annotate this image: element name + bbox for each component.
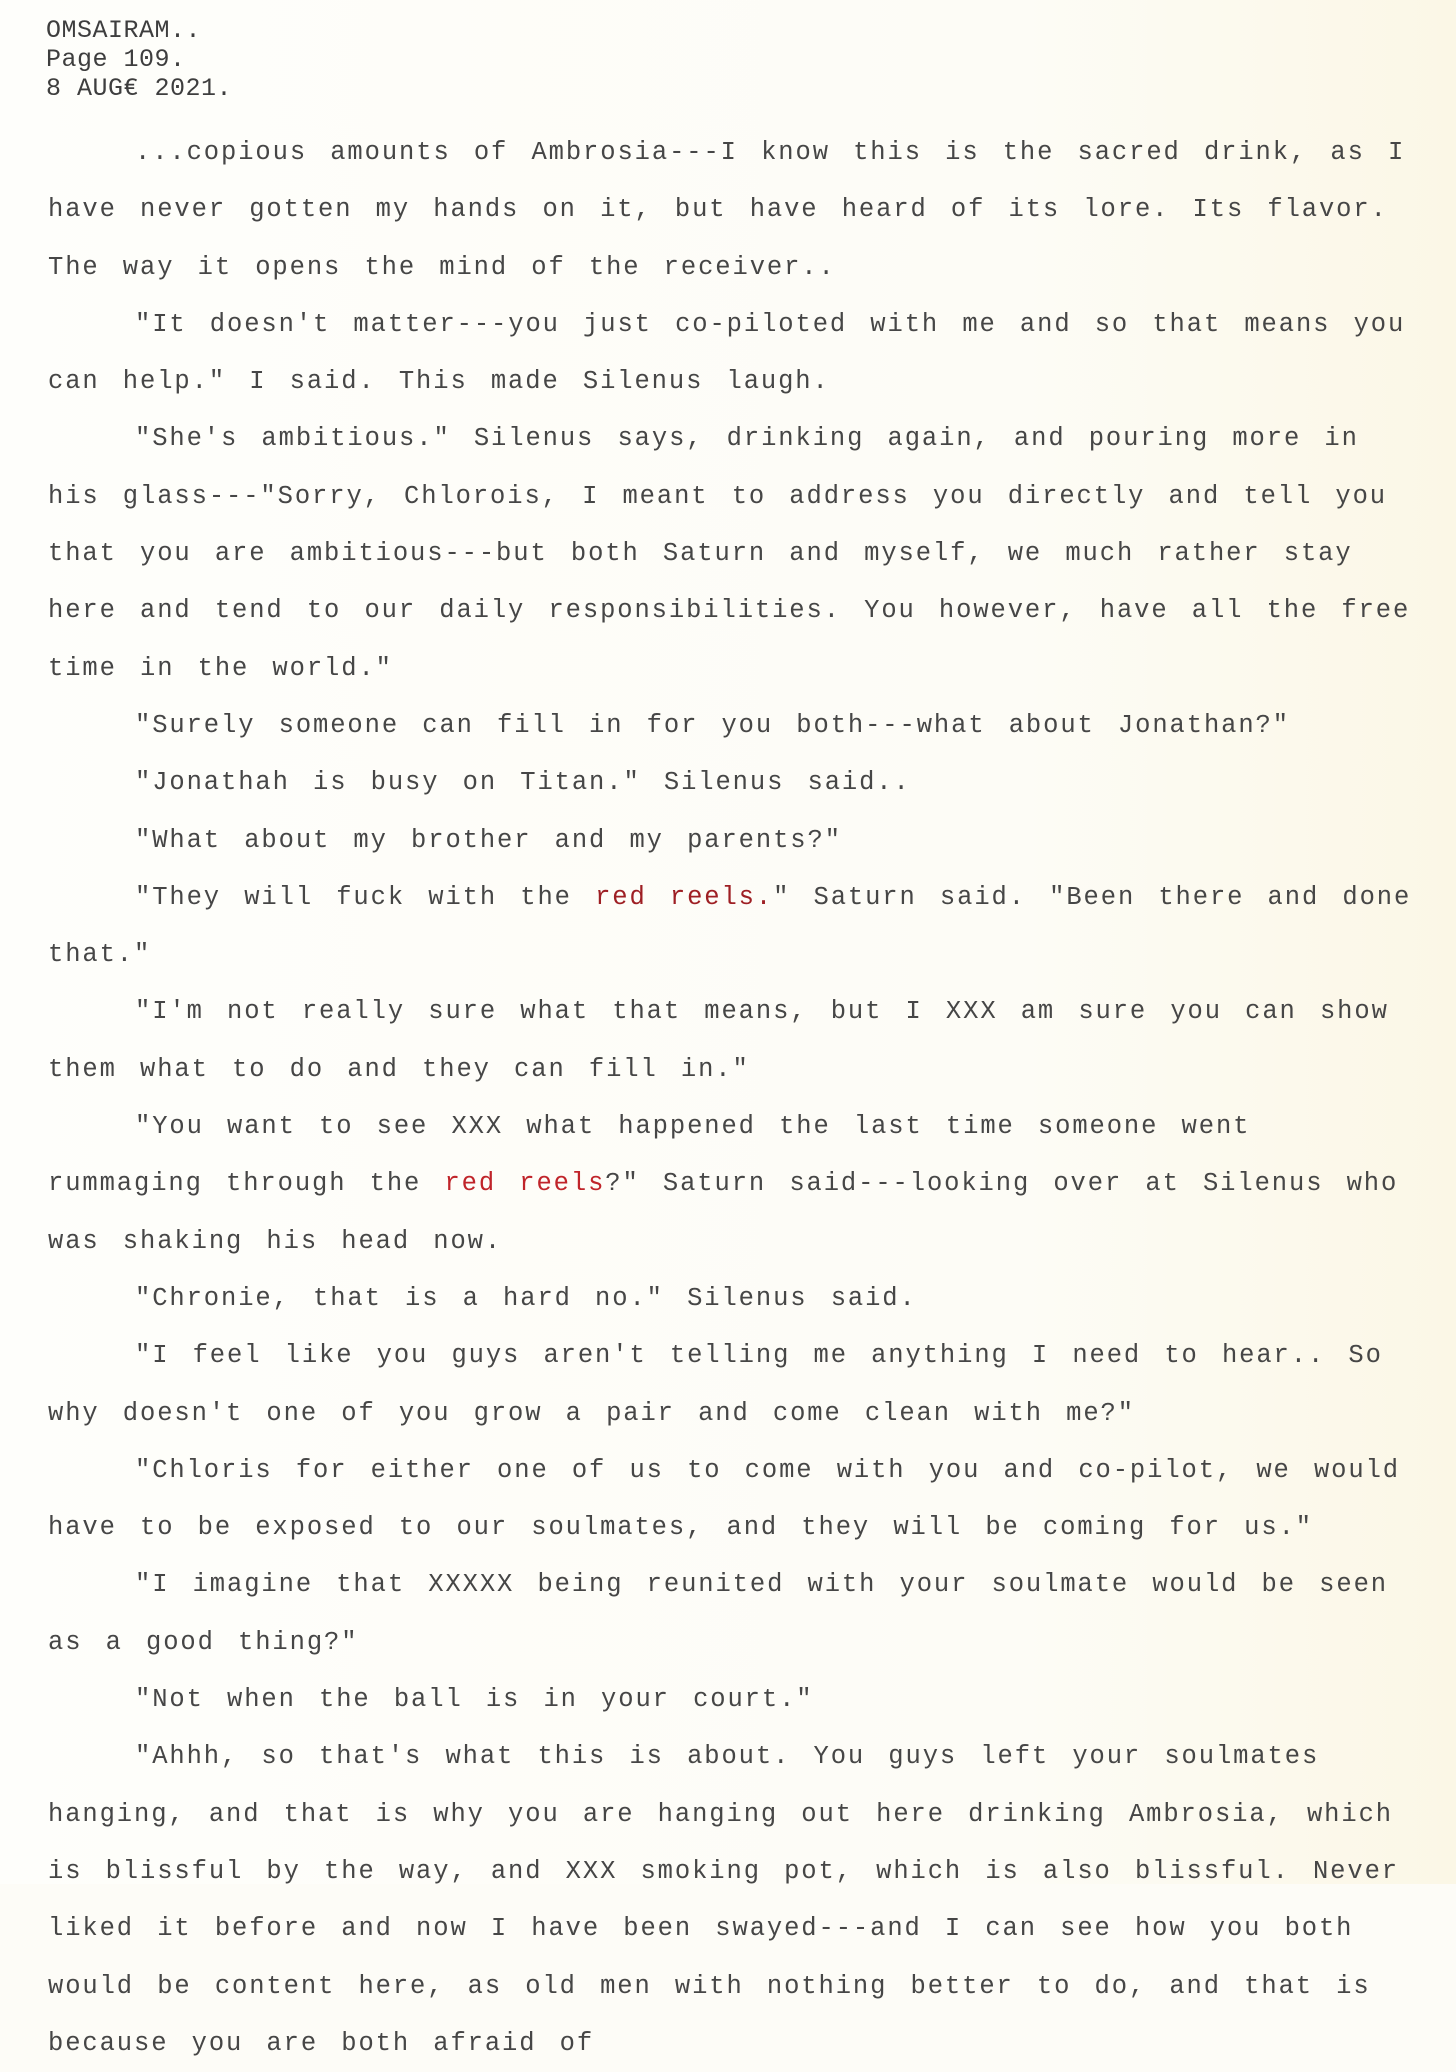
- paragraph-13: "I imagine that XXXXX being reunited with your soulmate would be seen as a good thing?": [48, 1570, 1388, 1657]
- paragraph-4: "Surely someone can fill in for you both---what about Jonathan?": [135, 710, 1290, 740]
- red-reels-highlight: red reels: [444, 1169, 606, 1199]
- paragraph-12: "Chloris for either one of us to come with you and co-pilot, we would have to be exposed to our soulmates, and they will be coming for us.": [48, 1455, 1400, 1543]
- page-header: [46, 16, 232, 103]
- paragraph-3: "She's ambitious." Silenus says, drinking again, and pouring more in his glass---"Sorry, Chlorois, I meant to address you directly and tell you that you are ambitious---but both Saturn and myself, we much rather stay here and tend to our daily responsibilities. You however, have all the free time in the world.": [48, 424, 1411, 683]
- paragraph-7: [48, 869, 1428, 984]
- paragraph-9-before: "You want to see XXX what happened the last time someone went rummaging through the: [48, 1112, 1251, 1199]
- paragraph-5: "Jonathah is busy on Titan." Silenus said..: [135, 768, 911, 798]
- red-reels-highlight: red reels.: [595, 882, 774, 912]
- paragraph-1: ...copious amounts of Ambrosia---I know this is the sacred drink, as I have never gotten my hands on it, but have heard of its lore. Its flavor. The way it opens the mind of the receiver..: [48, 138, 1406, 282]
- header-date: 8 AUG€ 2021.: [46, 74, 233, 103]
- paragraph-2: "It doesn't matter---you just co-piloted with me and so that means you can help." I said. This made Silenus laugh.: [48, 309, 1406, 397]
- paragraph-7-before: "They will fuck with the: [135, 882, 596, 912]
- paragraph-9-after: ?" Saturn said---looking over at Silenus who was shaking his head now.: [48, 1169, 1399, 1256]
- paragraph-15: "Ahhh, so that's what this is about. You guys left your soulmates hanging, and that is why you are hanging out here drinking Ambrosia, which is blissful by the way, and XXX smoking pot, which is also blissful. Never liked it before and now I have been swayed---and I can see how you both would be content here, as old men with nothing better to do, and that is because you are both afraid of: [48, 1742, 1399, 2058]
- paragraph-11: "I feel like you guys aren't telling me anything I need to hear.. So why doesn't one of you grow a pair and come clean with me?": [48, 1341, 1383, 1428]
- paragraph-7-after: " Saturn said. "Been there and done that.": [48, 882, 1412, 970]
- page-body: [48, 124, 1428, 2072]
- header-page-number: Page 109.: [46, 45, 186, 74]
- paragraph-6: "What about my brother and my parents?": [135, 825, 842, 855]
- paragraph-10: "Chronie, that is a hard no." Silenus said.: [135, 1283, 917, 1313]
- paragraph-8: "I'm not really sure what that means, but I XXX am sure you can show them what to do and they can fill in.": [48, 997, 1389, 1084]
- header-invocation: OMSAIRAM..: [46, 16, 202, 45]
- paragraph-9: [48, 1098, 1428, 1270]
- paragraph-14: "Not when the ball is in your court.": [135, 1685, 814, 1715]
